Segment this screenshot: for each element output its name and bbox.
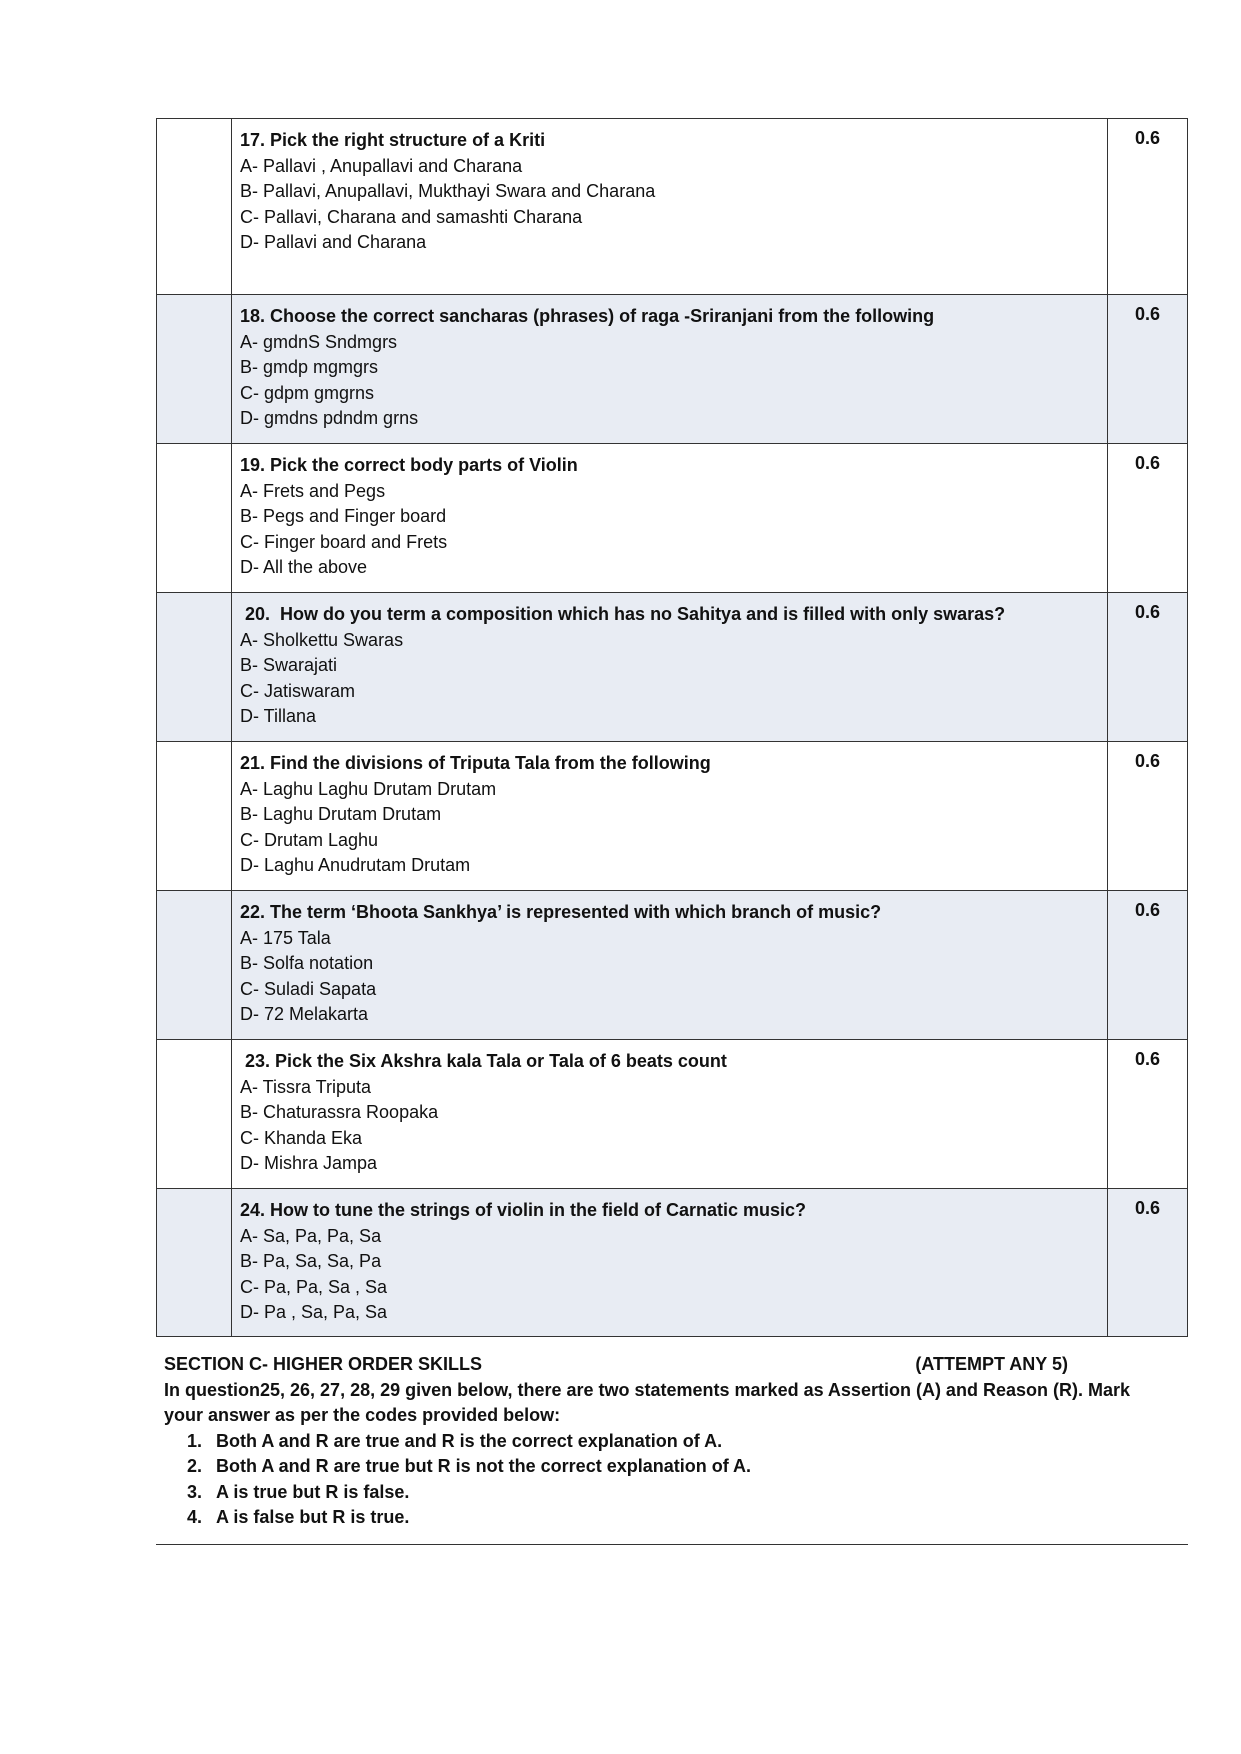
question-title: 23. Pick the Six Akshra kala Tala or Tala of 6 beats count: [240, 1051, 727, 1071]
option: A- 175 Tala: [240, 927, 331, 948]
option: A- Sa, Pa, Pa, Sa: [240, 1225, 382, 1246]
blank-cell: [157, 742, 232, 891]
question-cell: [232, 891, 1108, 1040]
question-row: [157, 1189, 1188, 1337]
option: A- Pallavi , Anupallavi and Charana: [240, 155, 523, 176]
marks-cell: 0.6: [1108, 1040, 1188, 1189]
question-title: 21. Find the divisions of Triputa Tala from the following: [240, 753, 711, 773]
question-title: 24. How to tune the strings of violin in the field of Carnatic music?: [240, 1200, 807, 1220]
option: B- Swarajati: [240, 655, 338, 675]
question-title: 20. How do you term a composition which has no Sahitya and is filled with only swaras?: [240, 604, 1006, 624]
marks-cell: 0.6: [1108, 891, 1188, 1040]
blank-cell: [157, 119, 232, 295]
option: C- gdpm gmgrns: [240, 382, 375, 403]
question-cell: [232, 593, 1108, 742]
question-cell: [232, 119, 1108, 295]
option: D- 72 Melakarta: [240, 1004, 369, 1024]
option: C- Suladi Sapata: [240, 978, 377, 999]
answer-codes-list: [164, 1429, 1164, 1531]
section-c: [164, 1352, 1164, 1531]
option: B- Pegs and Finger board: [240, 506, 447, 526]
question-cell: [232, 295, 1108, 444]
option: D- Tillana: [240, 706, 317, 726]
answer-code: [164, 1505, 1164, 1531]
marks-cell: 0.6: [1108, 444, 1188, 593]
option: C- Pa, Pa, Sa , Sa: [240, 1276, 388, 1297]
option: B- Chaturassra Roopaka: [240, 1102, 439, 1122]
section-instruction: In question25, 26, 27, 28, 29 given below, there are two statements marked as Assertion (A) and Reason (R). Mark your answer as per the codes provided below:: [164, 1379, 1130, 1425]
option: C- Finger board and Frets: [240, 531, 448, 552]
option: B- Pallavi, Anupallavi, Mukthayi Swara and Charana: [240, 181, 656, 201]
question-row: [157, 119, 1188, 295]
question-title: 19. Pick the correct body parts of Violin: [240, 455, 578, 475]
option: A- gmdnS Sndmgrs: [240, 331, 398, 352]
option: D- Pallavi and Charana: [240, 232, 427, 252]
question-row: [157, 593, 1188, 742]
answer-code: [164, 1454, 1164, 1480]
option: D- All the above: [240, 557, 368, 577]
questions-table: [156, 118, 1188, 1337]
marks-cell: 0.6: [1108, 593, 1188, 742]
option: A- Frets and Pegs: [240, 480, 386, 501]
marks-cell: 0.6: [1108, 742, 1188, 891]
section-header: [164, 1352, 1164, 1378]
marks-cell: 0.6: [1108, 1189, 1188, 1337]
question-cell: [232, 1040, 1108, 1189]
code-number: 2.: [186, 1456, 202, 1476]
attempt-note: (ATTEMPT ANY 5): [915, 1354, 1068, 1374]
option: A- Sholkettu Swaras: [240, 629, 404, 650]
option: B- Laghu Drutam Drutam: [240, 804, 442, 824]
question-row: [157, 295, 1188, 444]
question-row: [157, 1040, 1188, 1189]
question-row: [157, 891, 1188, 1040]
option: D- Pa , Sa, Pa, Sa: [240, 1302, 388, 1322]
question-cell: [232, 1189, 1108, 1337]
option: B- Solfa notation: [240, 953, 374, 973]
code-text: Both A and R are true and R is the correct explanation of A.: [216, 1430, 723, 1451]
blank-cell: [157, 593, 232, 742]
code-number: 4.: [186, 1507, 202, 1527]
code-text: A is false but R is true.: [216, 1507, 410, 1527]
code-number: 1.: [186, 1430, 202, 1451]
option: C- Khanda Eka: [240, 1127, 363, 1148]
option: D- Mishra Jampa: [240, 1153, 378, 1173]
blank-cell: [157, 891, 232, 1040]
question-row: [157, 444, 1188, 593]
option: C- Drutam Laghu: [240, 829, 379, 850]
question-row: [157, 742, 1188, 891]
blank-cell: [157, 444, 232, 593]
marks-cell: 0.6: [1108, 119, 1188, 295]
option: B- Pa, Sa, Sa, Pa: [240, 1251, 382, 1271]
option: C- Pallavi, Charana and samashti Charana: [240, 206, 583, 227]
section-heading: SECTION C- HIGHER ORDER SKILLS: [164, 1354, 483, 1374]
question-title: 22. The term ‘Bhoota Sankhya’ is represented with which branch of music?: [240, 902, 882, 922]
bottom-rule: [156, 1544, 1188, 1545]
code-text: Both A and R are true but R is not the correct explanation of A.: [216, 1456, 752, 1476]
question-title: 18. Choose the correct sancharas (phrases) of raga -Sriranjani from the following: [240, 306, 935, 326]
code-number: 3.: [186, 1481, 202, 1502]
answer-code: [164, 1480, 1164, 1506]
blank-cell: [157, 295, 232, 444]
answer-code: [164, 1429, 1164, 1455]
option: D- Laghu Anudrutam Drutam: [240, 855, 471, 875]
option: A- Laghu Laghu Drutam Drutam: [240, 778, 497, 799]
option: A- Tissra Triputa: [240, 1076, 372, 1097]
option: D- gmdns pdndm grns: [240, 408, 419, 428]
blank-cell: [157, 1040, 232, 1189]
question-title: 17. Pick the right structure of a Kriti: [240, 130, 546, 150]
question-cell: [232, 742, 1108, 891]
blank-cell: [157, 1189, 232, 1337]
code-text: A is true but R is false.: [216, 1481, 410, 1502]
option: B- gmdp mgmgrs: [240, 357, 379, 377]
option: C- Jatiswaram: [240, 680, 356, 701]
marks-cell: 0.6: [1108, 295, 1188, 444]
question-cell: [232, 444, 1108, 593]
